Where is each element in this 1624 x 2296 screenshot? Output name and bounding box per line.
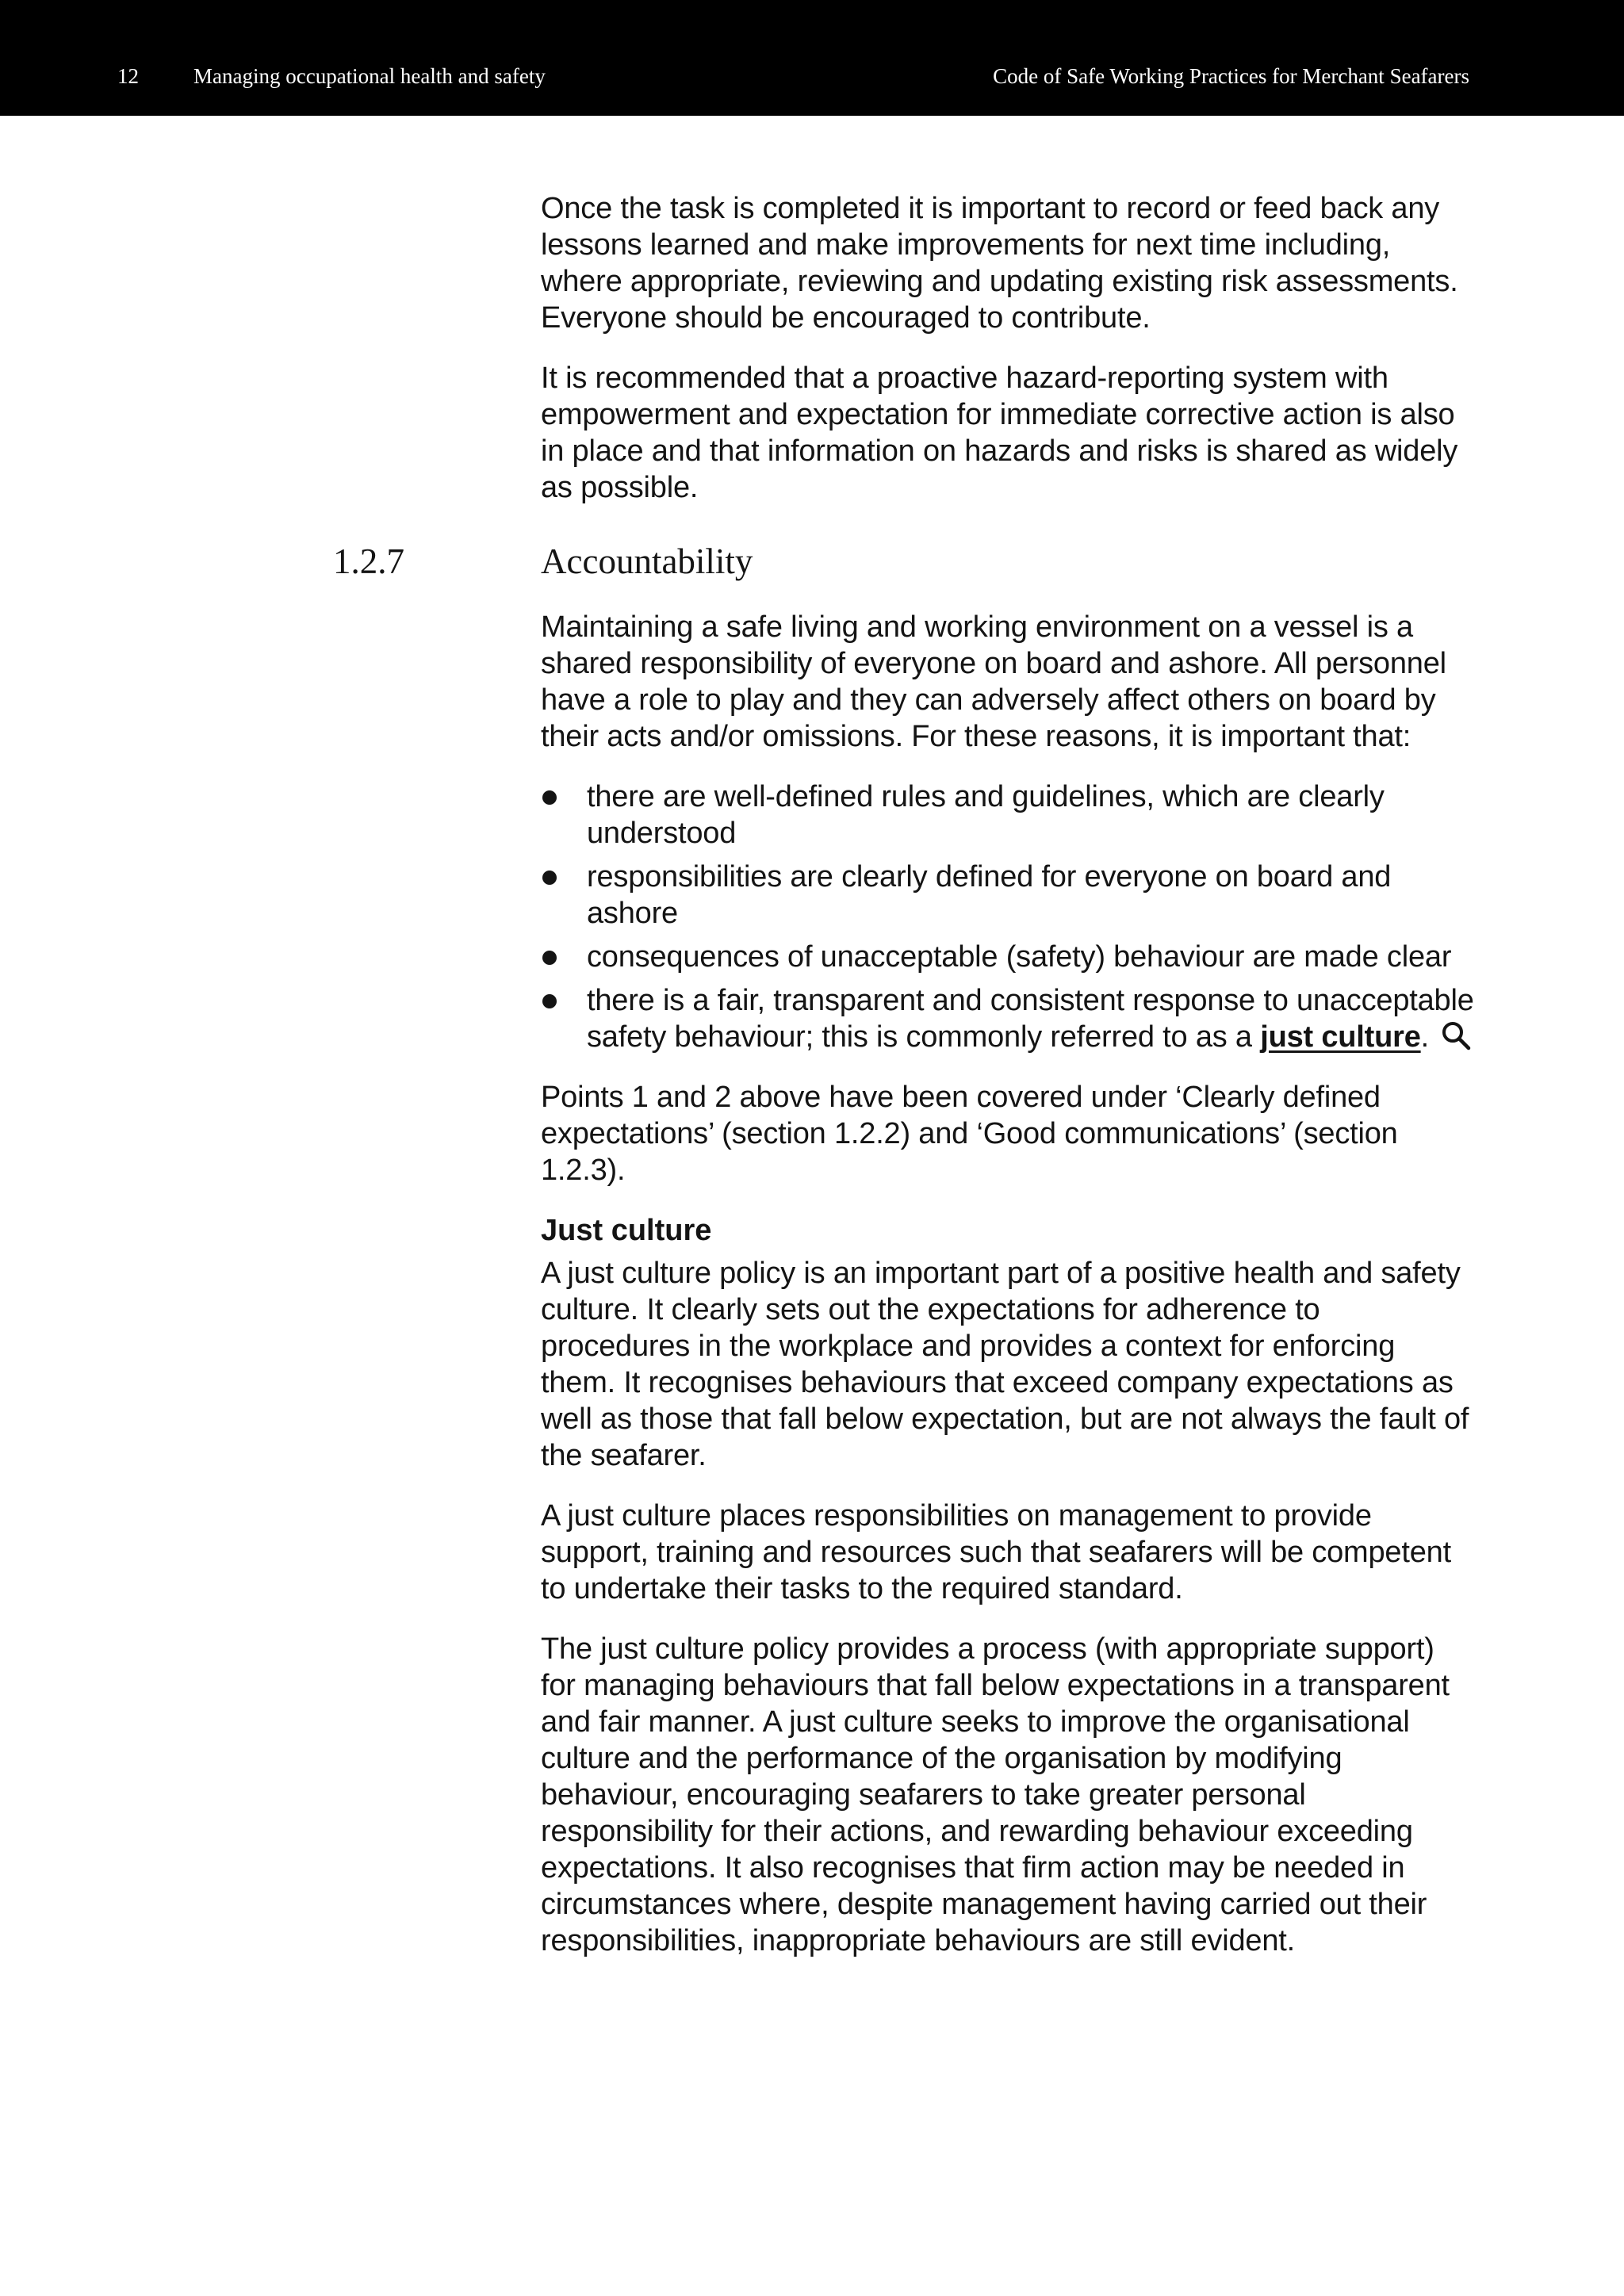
section-intro: Maintaining a safe living and working environment on a vessel is a shared responsibility of everyone on board and ashore. All personnel have a role to play and they can adversely affect others on board by their acts and/or omissions. For these reasons, it is important that: bbox=[541, 610, 1446, 753]
section-number: 1.2.7 bbox=[333, 541, 404, 581]
list-item bbox=[541, 982, 1477, 1055]
bullet-icon bbox=[542, 871, 557, 885]
just-culture-paragraph: The just culture policy provides a process (with appropriate support) for managing behaviours that fall below expectations in a transparent and fair manner. A just culture seeks to improve the organisational culture and the performance of the organisation by modifying behaviour, encouraging seafarers to take greater personal responsibility for their actions, and rewarding behaviour exceeding expectations. It also recognises that firm action may be needed in circumstances where, despite management having carried out their responsibilities, inappropriate behaviours are still evident. bbox=[541, 1632, 1450, 1957]
main-content bbox=[333, 190, 1477, 1983]
search-icon[interactable] bbox=[1440, 1020, 1472, 1051]
chapter-title: Managing occupational health and safety bbox=[193, 64, 546, 88]
list-item bbox=[541, 939, 1477, 975]
bullet-icon bbox=[542, 951, 557, 965]
list-item-text: there are well-defined rules and guidelines, which are clearly understood bbox=[587, 780, 1385, 850]
page-number: 12 bbox=[117, 64, 139, 88]
intro-paragraph: It is recommended that a proactive hazard-reporting system with empowerment and expectation for immediate corrective action is also in place and that information on hazards and risks is shared as widely as possible. bbox=[541, 362, 1458, 504]
list-item-text: consequences of unacceptable (safety) behaviour are made clear bbox=[587, 940, 1452, 974]
document-title: Code of Safe Working Practices for Merchant Seafarers bbox=[993, 64, 1469, 88]
section-heading bbox=[333, 538, 1477, 585]
points-note: Points 1 and 2 above have been covered under ‘Clearly defined expectations’ (section 1.2.2) and ‘Good communications’ (section 1.2.3). bbox=[541, 1081, 1398, 1187]
bullet-list bbox=[541, 779, 1477, 1055]
just-culture-link[interactable]: just culture bbox=[1260, 1020, 1421, 1054]
list-item-text: responsibilities are clearly defined for everyone on board and ashore bbox=[587, 860, 1392, 930]
page-header bbox=[0, 0, 1624, 116]
just-culture-paragraph: A just culture policy is an important part of a positive health and safety culture. It clearly sets out the expectations for adherence to procedures in the workplace and provides a context for enforcing them. It recognises behaviours that exceed company expectations as well as those that fall below expectation, but are not always the fault of the seafarer. bbox=[541, 1257, 1469, 1472]
intro-paragraph: Once the task is completed it is important to record or feed back any lessons learned and make improvements for next time including, where appropriate, reviewing and updating existing risk assessments. Everyone should be encouraged to contribute. bbox=[541, 192, 1458, 335]
bullet-icon bbox=[542, 994, 557, 1008]
just-culture-paragraph: A just culture places responsibilities on management to provide support, training and resources such that seafarers will be competent to undertake their tasks to the required standard. bbox=[541, 1499, 1451, 1605]
section-title: Accountability bbox=[541, 541, 753, 581]
just-culture-heading: Just culture bbox=[541, 1214, 712, 1247]
list-item-text: there is a fair, transparent and consistent response to unacceptable safety behaviour; this is commonly referred to as a bbox=[587, 984, 1474, 1054]
list-item-punctuation: . bbox=[1420, 1020, 1429, 1054]
list-item bbox=[541, 779, 1477, 851]
bullet-icon bbox=[542, 790, 557, 805]
list-item bbox=[541, 859, 1477, 932]
